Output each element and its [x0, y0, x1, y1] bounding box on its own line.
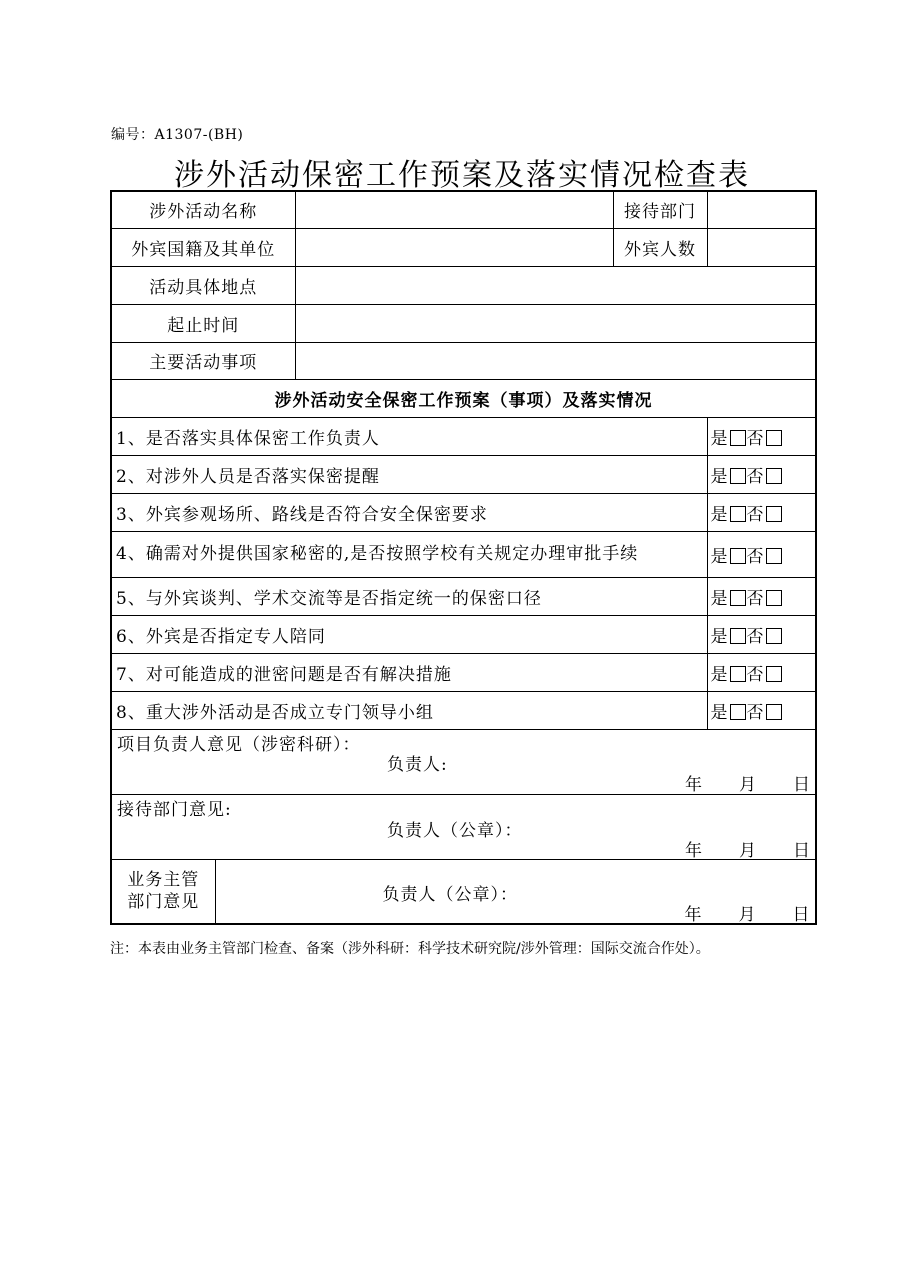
- row-authority-opinion: [111, 859, 816, 924]
- footnote: 注：本表由业务主管部门检查、备案（涉外科研：科学技术研究院/涉外管理：国际交流合作处）。: [110, 941, 710, 957]
- date-month-label: 月: [738, 904, 757, 924]
- location-label: 活动具体地点: [111, 266, 295, 304]
- date-year-label: 年: [684, 904, 703, 924]
- check-item-row: [111, 531, 816, 577]
- project-head-signature-label: 负责人:: [387, 754, 448, 775]
- no-label: 否: [746, 664, 765, 685]
- guest-nationality-label: 外宾国籍及其单位: [111, 228, 295, 266]
- page-title: 涉外活动保密工作预案及落实情况检查表: [174, 158, 750, 193]
- no-checkbox[interactable]: [766, 430, 782, 446]
- no-label: 否: [746, 466, 765, 487]
- host-dept-field[interactable]: [707, 191, 816, 228]
- row-section-title: [111, 379, 816, 417]
- yes-no-choice: [707, 417, 816, 455]
- project-head-opinion-field[interactable]: [111, 729, 816, 794]
- yes-no-choice: [707, 577, 816, 615]
- host-dept-opinion-label: 接待部门意见:: [117, 799, 232, 820]
- no-label: 否: [746, 546, 765, 567]
- no-label: 否: [746, 626, 765, 647]
- date-month-label: 月: [739, 774, 757, 794]
- yes-label: 是: [710, 466, 729, 487]
- authority-signature-label: 负责人（公章）：: [382, 884, 518, 905]
- row-location: [111, 266, 816, 304]
- yes-checkbox[interactable]: [730, 590, 746, 606]
- check-item-row: [111, 455, 816, 493]
- authority-opinion-label-text: 业务主管部门意见: [127, 870, 200, 913]
- yes-no-choice: [707, 615, 816, 653]
- check-item-text: 1、是否落实具体保密工作负责人: [111, 417, 707, 455]
- check-item-row: [111, 417, 816, 455]
- yes-label: 是: [710, 546, 729, 567]
- row-time: [111, 304, 816, 342]
- date-year-label: 年: [685, 774, 703, 794]
- check-item-text: 2、对涉外人员是否落实保密提醒: [111, 455, 707, 493]
- no-checkbox[interactable]: [766, 548, 782, 564]
- yes-label: 是: [710, 626, 729, 647]
- check-item-row: [111, 653, 816, 691]
- check-item-text: 7、对可能造成的泄密问题是否有解决措施: [111, 653, 707, 691]
- host-dept-label: 接待部门: [613, 191, 707, 228]
- yes-checkbox[interactable]: [730, 704, 746, 720]
- check-item-row: [111, 691, 816, 729]
- date-day-label: 日: [793, 840, 811, 859]
- no-checkbox[interactable]: [766, 628, 782, 644]
- row-activity-name: [111, 191, 816, 228]
- no-checkbox[interactable]: [766, 590, 782, 606]
- activity-name-field[interactable]: [295, 191, 613, 228]
- date-day-label: 日: [793, 774, 811, 794]
- yes-label: 是: [710, 588, 729, 609]
- yes-checkbox[interactable]: [730, 468, 746, 484]
- row-project-head-opinion: [111, 729, 816, 794]
- yes-no-choice: [707, 531, 816, 577]
- date-year-label: 年: [685, 840, 703, 859]
- check-item-text: 4、确需对外提供国家秘密的,是否按照学校有关规定办理审批手续: [111, 531, 707, 577]
- check-form: [110, 190, 817, 925]
- no-checkbox[interactable]: [766, 666, 782, 682]
- no-label: 否: [746, 588, 765, 609]
- host-dept-opinion-field[interactable]: [111, 794, 816, 859]
- guest-count-label: 外宾人数: [613, 228, 707, 266]
- check-item-row: [111, 577, 816, 615]
- time-label: 起止时间: [111, 304, 295, 342]
- no-label: 否: [746, 504, 765, 525]
- yes-checkbox[interactable]: [730, 548, 746, 564]
- yes-checkbox[interactable]: [730, 628, 746, 644]
- yes-label: 是: [710, 664, 729, 685]
- yes-no-choice: [707, 691, 816, 729]
- project-head-opinion-label: 项目负责人意见（涉密科研）：: [117, 734, 361, 755]
- section-title: 涉外活动安全保密工作预案（事项）及落实情况: [111, 379, 816, 417]
- form-code: 编号：A1307-(BH): [111, 127, 244, 143]
- location-field[interactable]: [295, 266, 816, 304]
- check-item-text: 3、外宾参观场所、路线是否符合安全保密要求: [111, 493, 707, 531]
- yes-no-choice: [707, 455, 816, 493]
- yes-no-choice: [707, 493, 816, 531]
- date-month-label: 月: [739, 840, 757, 859]
- check-item-row: [111, 615, 816, 653]
- authority-opinion-label: [111, 859, 215, 924]
- no-checkbox[interactable]: [766, 704, 782, 720]
- matters-label: 主要活动事项: [111, 342, 295, 379]
- date-day-label: 日: [792, 904, 811, 924]
- check-item-text: 6、外宾是否指定专人陪同: [111, 615, 707, 653]
- yes-checkbox[interactable]: [730, 506, 746, 522]
- yes-label: 是: [710, 428, 729, 449]
- matters-field[interactable]: [295, 342, 816, 379]
- activity-name-label: 涉外活动名称: [111, 191, 295, 228]
- authority-opinion-field[interactable]: [215, 859, 816, 924]
- check-item-row: [111, 493, 816, 531]
- guest-count-field[interactable]: [707, 228, 816, 266]
- no-label: 否: [746, 428, 765, 449]
- yes-label: 是: [710, 702, 729, 723]
- yes-checkbox[interactable]: [730, 666, 746, 682]
- yes-label: 是: [710, 504, 729, 525]
- row-host-dept-opinion: [111, 794, 816, 859]
- yes-no-choice: [707, 653, 816, 691]
- check-item-text: 5、与外宾谈判、学术交流等是否指定统一的保密口径: [111, 577, 707, 615]
- row-matters: [111, 342, 816, 379]
- no-checkbox[interactable]: [766, 468, 782, 484]
- yes-checkbox[interactable]: [730, 430, 746, 446]
- guest-nationality-field[interactable]: [295, 228, 613, 266]
- no-label: 否: [746, 702, 765, 723]
- check-item-text: 8、重大涉外活动是否成立专门领导小组: [111, 691, 707, 729]
- time-field[interactable]: [295, 304, 816, 342]
- no-checkbox[interactable]: [766, 506, 782, 522]
- row-guest-nationality: [111, 228, 816, 266]
- host-dept-signature-label: 负责人（公章）：: [387, 820, 523, 841]
